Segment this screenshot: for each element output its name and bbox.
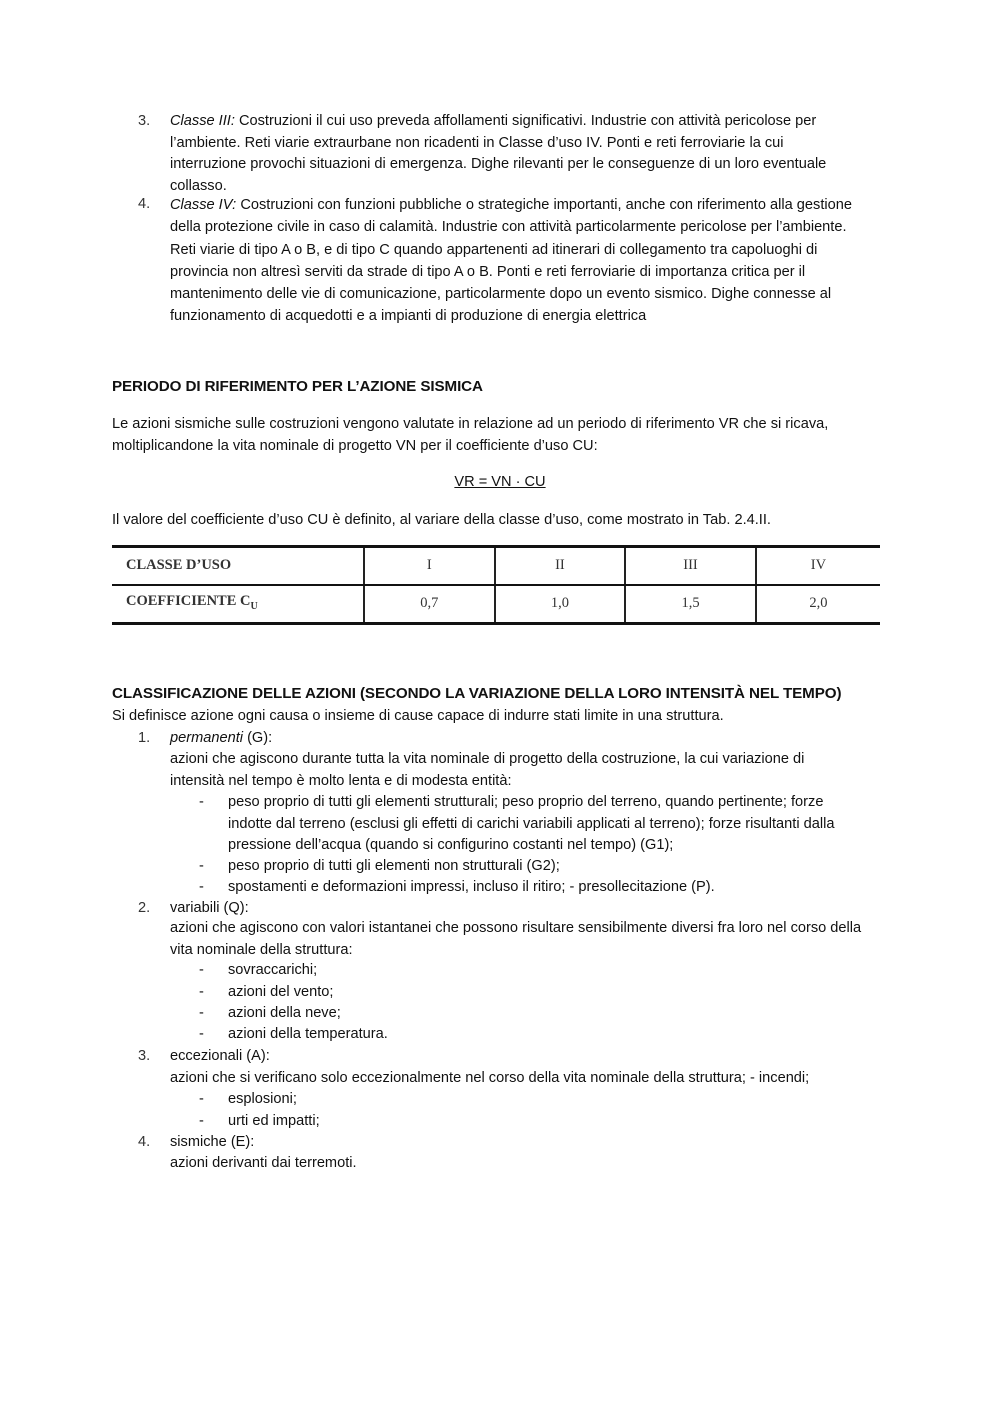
bullet-dash: - [199,1113,204,1129]
class-description: Costruzioni il cui uso preveda affollamenti significativi. Industrie con attività pericolose per l’ambiente. Reti viarie extraurbane non ricadenti in Classe d’uso IV. Ponti e reti ferroviarie la cui interruzione provochi situazioni di emergenza. Dighe rilevanti per le conseguenze di un loro eventuale collasso. [170,113,827,194]
bullet-text: peso proprio di tutti gli elementi non strutturali (G2); [228,858,560,874]
bullet-text: peso proprio di tutti gli elementi strutturali; peso proprio del terreno, quando pertinente; forze indotte dal terreno (esclusi gli effetti di carichi variabili applicati al terreno); forze risultanti dalla pressione dell’acqua (quando si configurino costanti nel tempo) (G1); [228,794,835,853]
coefficient-table [112,545,880,625]
table-header-cell [112,585,364,624]
table-cell: 1,0 [495,585,626,624]
paragraph-intro: Le azioni sismiche sulle costruzioni vengono valutate in relazione ad un periodo di riferimento VR che si ricava, moltiplicandone la vita nominale di progetto VN per il coefficiente d’uso CU: [112,416,829,454]
bullet-dash: - [199,984,204,1000]
table-row [112,585,880,624]
item-label: eccezionali (A): [170,1048,270,1064]
bullet-dash: - [199,879,204,895]
list-number: 4. [138,196,151,212]
item-description: azioni che agiscono durante tutta la vita nominale di progetto della costruzione, la cui variazione di intensità nel tempo è molto lenta e di modesta entità: [170,751,805,789]
item-description: azioni che agiscono con valori istantanei che possono risultare sensibilmente diversi fra loro nel corso della vita nominale della struttura: [170,920,862,958]
list-number: 3. [138,113,151,129]
bullet-dash: - [199,794,204,810]
table-cell: II [495,547,626,586]
table-cell: III [625,547,756,586]
bullet-text: azioni della neve; [228,1005,341,1021]
class-label: Classe IV: [170,197,237,213]
coefficient-label: COEFFICIENTE C [126,592,251,609]
list-number: 2. [138,900,151,916]
item-description: azioni derivanti dai terremoti. [170,1155,357,1171]
bullet-dash: - [199,1005,204,1021]
table-cell: 0,7 [364,585,495,624]
item-label: permanenti [170,730,244,746]
table-cell: IV [756,547,880,586]
item-label: variabili (Q): [170,900,249,916]
class-description: Costruzioni con funzioni pubbliche o strategiche importanti, anche con riferimento alla gestione della protezione civile in caso di calamità. Industrie con attività particolarmente pericolose per l’ambiente. Reti viarie di tipo A o B, e di tipo C quando appartenenti ad itinerari di collegamento tra capoluoghi di provincia non altresì serviti da strade di tipo A o B. Ponti e reti ferroviarie di importanza critica per il mantenimento delle vie di comunicazione, particolarmente dopo un evento sismico. Dighe connesse al funzionamento di acquedotti e a impianti di produzione di energia elettrica [170,197,852,325]
item-label: sismiche (E): [170,1134,255,1150]
formula [0,472,1000,494]
list-number: 1. [138,730,151,746]
bullet-dash: - [199,1026,204,1042]
bullet-text: esplosioni; [228,1091,297,1107]
item-label-suffix: (G): [243,730,273,746]
bullet-text: azioni del vento; [228,984,334,1000]
section-heading: CLASSIFICAZIONE DELLE AZIONI (SECONDO LA VARIAZIONE DELLA LORO INTENSITÀ NEL TEMPO) [112,685,842,702]
paragraph-table-ref: Il valore del coefficiente d’uso CU è definito, al variare della classe d’uso, come mostrato in Tab. 2.4.II. [112,512,771,528]
item-description: azioni che si verificano solo eccezionalmente nel corso della vita nominale della struttura; - incendi; [170,1070,810,1086]
table-header-cell: CLASSE D’USO [112,547,364,586]
formula-text: VR = VN · CU [454,474,546,490]
class-label: Classe III: [170,113,235,129]
table-cell: 2,0 [756,585,880,624]
bullet-text: sovraccarichi; [228,962,318,978]
section-heading: PERIODO DI RIFERIMENTO PER L’AZIONE SISMICA [112,378,483,395]
bullet-dash: - [199,858,204,874]
bullet-text: urti ed impatti; [228,1113,320,1129]
table-row [112,547,880,586]
coefficient-subscript: U [250,600,258,612]
list-number: 3. [138,1048,151,1064]
paragraph-intro: Si definisce azione ogni causa o insieme di cause capace di indurre stati limite in una struttura. [112,708,724,724]
bullet-dash: - [199,962,204,978]
bullet-text: spostamenti e deformazioni impressi, incluso il ritiro; - presollecitazione (P). [228,879,715,895]
list-number: 4. [138,1134,151,1150]
bullet-text: azioni della temperatura. [228,1026,388,1042]
table-cell: 1,5 [625,585,756,624]
bullet-dash: - [199,1091,204,1107]
table-cell: I [364,547,495,586]
